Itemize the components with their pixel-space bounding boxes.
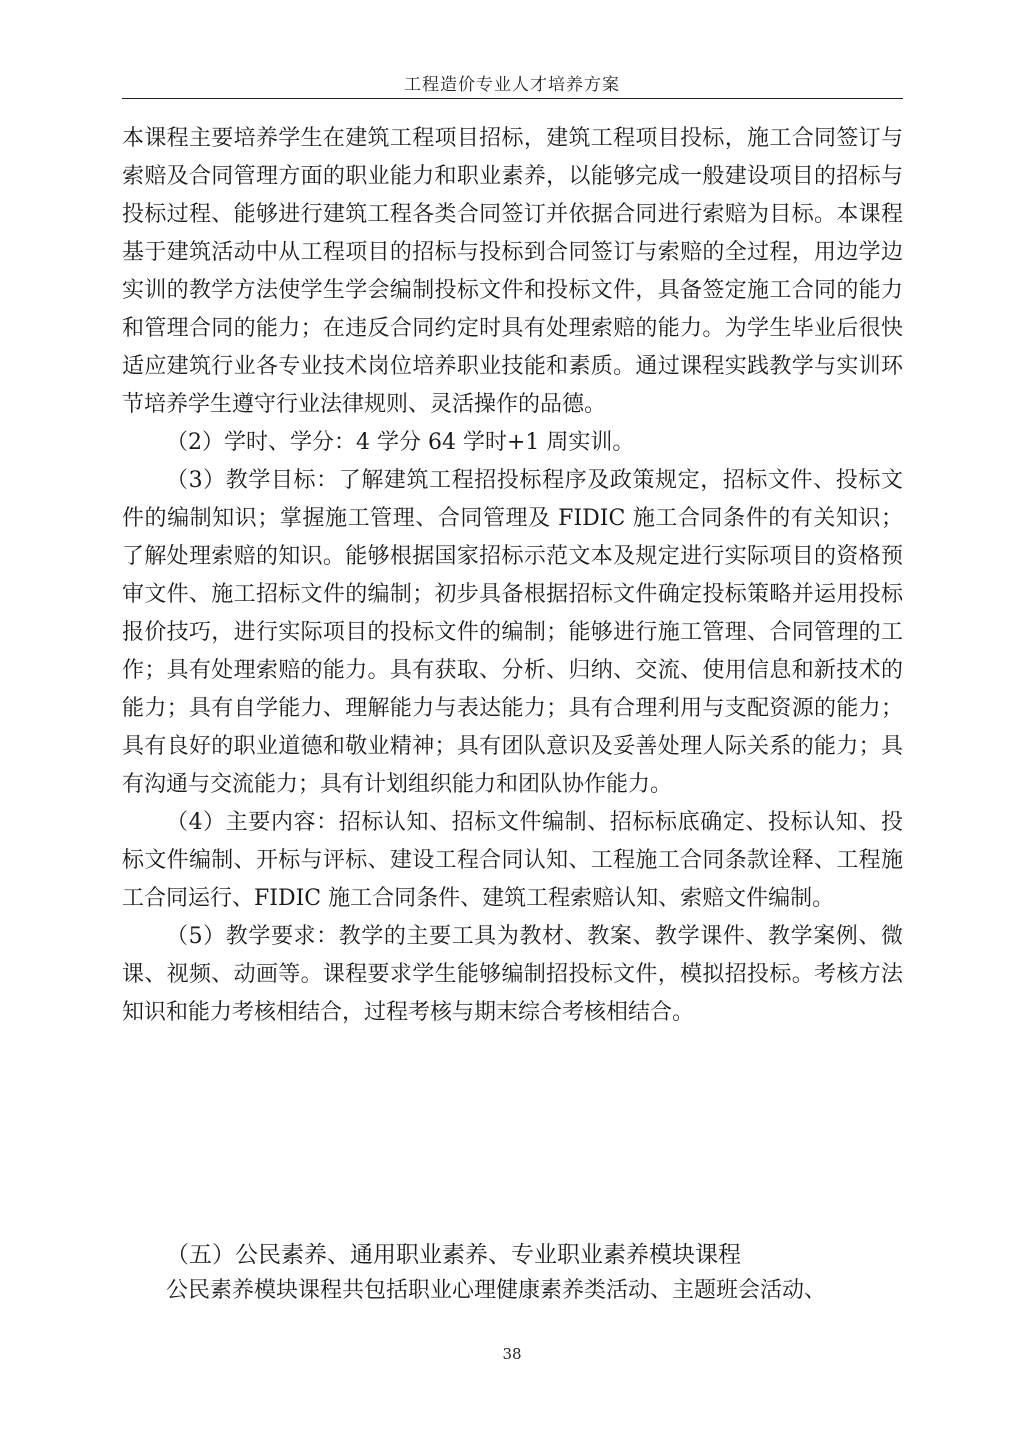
teaching-goals-paragraph: （3）教学目标：了解建筑工程招投标程序及政策规定，招标文件、投标文件的编制知识；掌握施工管理、合同管理及 FIDIC 施工合同条件的有关知识；了解处理索赔的知识。能够根据国家招标示范文本及规定进行实际项目的资格预审文件、施工招标文件的编制；初步具备根据招标文件确定投标策略并运用投标报价技巧，进行实际项目的投标文件的编制；能够进行施工管理、合同管理的工作；具有处理索赔的能力。具有获取、分析、归纳、交流、使用信息和新技术的能力；具有自学能力、理解能力与表达能力；具有合理利用与支配资源的能力；具有良好的职业道德和敬业精神；具有团队意识及妥善处理人际关系的能力；具有沟通与交流能力；具有计划组织能力和团队协作能力。 xyxy=(122,468,903,797)
header-divider xyxy=(122,98,903,99)
hours-credits-paragraph: （2）学时、学分：4 学分 64 学时+1 周实训。 xyxy=(166,430,635,455)
page-number: 38 xyxy=(502,1345,522,1363)
main-body xyxy=(122,120,903,1032)
section-heading: （五）公民素养、通用职业素养、专业职业素养模块课程 xyxy=(166,1242,741,1268)
teaching-requirements-paragraph: （5）教学要求：教学的主要工具为教材、教案、教学课件、教学案例、微课、视频、动画等。课程要求学生能够编制招投标文件，模拟招投标。考核方法知识和能力考核相结合，过程考核与期末综合考核相结合。 xyxy=(122,924,903,1025)
page-header-title: 工程造价专业人才培养方案 xyxy=(404,75,620,95)
main-content-paragraph: （4）主要内容：招标认知、招标文件编制、招标标底确定、投标认知、投标文件编制、开标与评标、建设工程合同认知、工程施工合同条款诠释、工程施工合同运行、FIDIC 施工合同条件、建筑工程索赔认知、索赔文件编制。 xyxy=(122,810,903,911)
section-first-paragraph: 公民素养模块课程共包括职业心理健康素养类活动、主题班会活动、 xyxy=(166,1278,827,1303)
intro-paragraph: 本课程主要培养学生在建筑工程项目招标，建筑工程项目投标，施工合同签订与索赔及合同管理方面的职业能力和职业素养，以能够完成一般建设项目的招标与投标过程、能够进行建筑工程各类合同签订并依据合同进行索赔为目标。本课程基于建筑活动中从工程项目的招标与投标到合同签订与索赔的全过程，用边学边实训的教学方法使学生学会编制投标文件和投标文件，具备签定施工合同的能力和管理合同的能力；在违反合同约定时具有处理索赔的能力。为学生毕业后很快适应建筑行业各专业技术岗位培养职业技能和素质。通过课程实践教学与实训环节培养学生遵守行业法律规则、灵活操作的品德。 xyxy=(122,126,903,417)
